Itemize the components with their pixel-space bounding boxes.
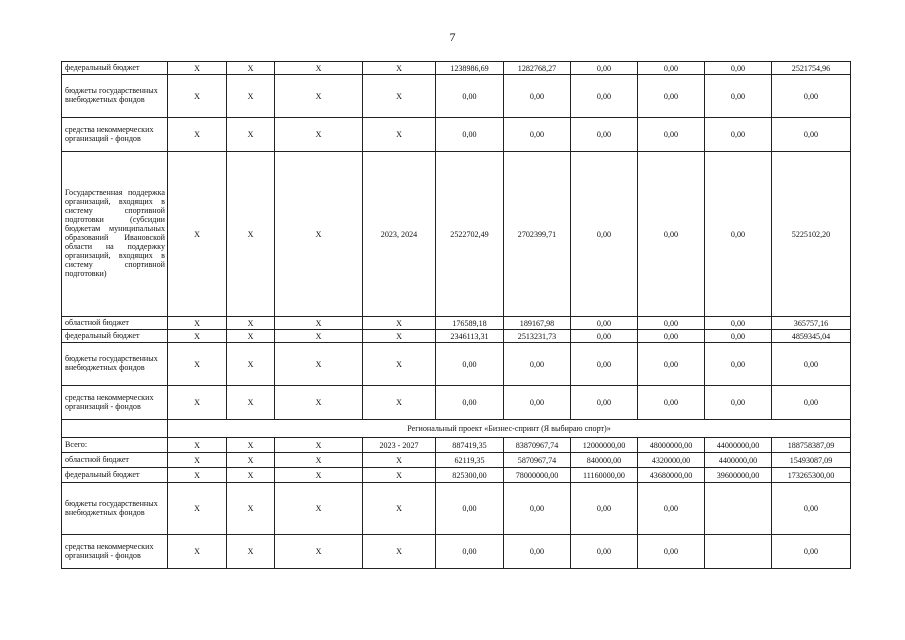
value-2026-cell: 48000000,00	[638, 438, 705, 453]
value-2023-cell: 0,00	[436, 535, 504, 569]
table-row	[62, 152, 851, 317]
value-2027-cell: 0,00	[705, 118, 772, 152]
total-cell: 15493087,09	[772, 453, 851, 468]
total-cell: 173265300,00	[772, 468, 851, 483]
value-2026-cell: 0,00	[638, 343, 705, 386]
mark-cell-3: Х	[275, 483, 363, 535]
mark-cell-2: Х	[227, 62, 275, 75]
value-2027-cell	[705, 535, 772, 569]
total-cell: 0,00	[772, 535, 851, 569]
period-cell: 2023 - 2027	[363, 438, 436, 453]
section-header-blank-cell	[62, 420, 168, 438]
mark-cell-2: Х	[227, 453, 275, 468]
value-2025-cell: 0,00	[571, 343, 638, 386]
value-2026-cell: 0,00	[638, 62, 705, 75]
table-row	[62, 330, 851, 343]
value-2023-cell: 0,00	[436, 386, 504, 420]
value-2027-cell: 0,00	[705, 343, 772, 386]
name-cell: средства некоммерческих организаций - фондов	[62, 118, 168, 152]
mark-cell-2: Х	[227, 535, 275, 569]
value-2027-cell: 0,00	[705, 62, 772, 75]
mark-cell-3: Х	[275, 453, 363, 468]
value-2024-cell: 83870967,74	[504, 438, 571, 453]
total-cell: 2521754,96	[772, 62, 851, 75]
value-2027-cell: 0,00	[705, 152, 772, 317]
value-2023-cell: 0,00	[436, 483, 504, 535]
total-cell: 188758387,09	[772, 438, 851, 453]
rows-before	[62, 62, 851, 420]
name-cell: бюджеты государственных внебюджетных фондов	[62, 343, 168, 386]
value-2026-cell: 0,00	[638, 152, 705, 317]
name-cell: бюджеты государственных внебюджетных фондов	[62, 483, 168, 535]
value-2024-cell: 0,00	[504, 483, 571, 535]
mark-cell-1: Х	[168, 535, 227, 569]
mark-cell-3: Х	[275, 343, 363, 386]
value-2024-cell: 0,00	[504, 386, 571, 420]
mark-cell-2: Х	[227, 317, 275, 330]
period-cell: Х	[363, 317, 436, 330]
period-cell: Х	[363, 343, 436, 386]
name-cell: федеральный бюджет	[62, 330, 168, 343]
value-2026-cell: 0,00	[638, 535, 705, 569]
period-cell: Х	[363, 468, 436, 483]
table-row	[62, 468, 851, 483]
value-2023-cell: 1238986,69	[436, 62, 504, 75]
value-2025-cell: 0,00	[571, 317, 638, 330]
mark-cell-1: Х	[168, 75, 227, 118]
value-2023-cell: 887419,35	[436, 438, 504, 453]
value-2023-cell: 0,00	[436, 75, 504, 118]
section-header	[62, 420, 851, 438]
table-row	[62, 118, 851, 152]
section-header-row	[62, 420, 851, 438]
value-2025-cell: 0,00	[571, 386, 638, 420]
table-row	[62, 75, 851, 118]
table-row	[62, 386, 851, 420]
value-2027-cell: 44000000,00	[705, 438, 772, 453]
mark-cell-2: Х	[227, 386, 275, 420]
mark-cell-2: Х	[227, 330, 275, 343]
mark-cell-3: Х	[275, 438, 363, 453]
mark-cell-2: Х	[227, 118, 275, 152]
total-cell: 0,00	[772, 118, 851, 152]
value-2024-cell: 0,00	[504, 535, 571, 569]
name-cell: федеральный бюджет	[62, 468, 168, 483]
value-2023-cell: 0,00	[436, 118, 504, 152]
name-cell: средства некоммерческих организаций - фондов	[62, 535, 168, 569]
name-cell: Всего:	[62, 438, 168, 453]
value-2025-cell: 0,00	[571, 483, 638, 535]
name-cell: федеральный бюджет	[62, 62, 168, 75]
total-cell: 5225102,20	[772, 152, 851, 317]
name-cell: средства некоммерческих организаций - фондов	[62, 386, 168, 420]
value-2025-cell: 11160000,00	[571, 468, 638, 483]
total-cell: 0,00	[772, 386, 851, 420]
mark-cell-1: Х	[168, 152, 227, 317]
mark-cell-3: Х	[275, 468, 363, 483]
value-2024-cell: 1282768,27	[504, 62, 571, 75]
value-2025-cell: 0,00	[571, 75, 638, 118]
value-2023-cell: 176589,18	[436, 317, 504, 330]
value-2025-cell: 0,00	[571, 330, 638, 343]
period-cell: Х	[363, 75, 436, 118]
period-cell: Х	[363, 483, 436, 535]
value-2025-cell: 0,00	[571, 118, 638, 152]
period-cell: Х	[363, 535, 436, 569]
mark-cell-1: Х	[168, 386, 227, 420]
table-row	[62, 343, 851, 386]
period-cell: Х	[363, 386, 436, 420]
mark-cell-1: Х	[168, 330, 227, 343]
mark-cell-2: Х	[227, 483, 275, 535]
regional-project-title: Региональный проект «Бизнес-спринт (Я выбираю спорт)»	[168, 420, 851, 438]
value-2026-cell: 0,00	[638, 330, 705, 343]
period-cell: 2023, 2024	[363, 152, 436, 317]
table-row	[62, 483, 851, 535]
value-2024-cell: 0,00	[504, 118, 571, 152]
value-2027-cell: 0,00	[705, 386, 772, 420]
mark-cell-1: Х	[168, 483, 227, 535]
period-cell: Х	[363, 62, 436, 75]
value-2027-cell: 39600000,00	[705, 468, 772, 483]
mark-cell-1: Х	[168, 343, 227, 386]
mark-cell-3: Х	[275, 317, 363, 330]
value-2023-cell: 62119,35	[436, 453, 504, 468]
total-cell: 365757,16	[772, 317, 851, 330]
mark-cell-2: Х	[227, 152, 275, 317]
mark-cell-3: Х	[275, 386, 363, 420]
table-row	[62, 438, 851, 453]
value-2025-cell: 0,00	[571, 535, 638, 569]
value-2024-cell: 189167,98	[504, 317, 571, 330]
table-row	[62, 535, 851, 569]
mark-cell-1: Х	[168, 118, 227, 152]
mark-cell-1: Х	[168, 62, 227, 75]
mark-cell-1: Х	[168, 453, 227, 468]
period-cell: Х	[363, 453, 436, 468]
mark-cell-1: Х	[168, 317, 227, 330]
value-2026-cell: 0,00	[638, 317, 705, 330]
table-row	[62, 453, 851, 468]
mark-cell-3: Х	[275, 330, 363, 343]
mark-cell-3: Х	[275, 118, 363, 152]
value-2027-cell: 0,00	[705, 317, 772, 330]
value-2026-cell: 4320000,00	[638, 453, 705, 468]
value-2024-cell: 2513231,73	[504, 330, 571, 343]
value-2025-cell: 840000,00	[571, 453, 638, 468]
value-2026-cell: 43680000,00	[638, 468, 705, 483]
mark-cell-2: Х	[227, 438, 275, 453]
value-2025-cell: 12000000,00	[571, 438, 638, 453]
budget-table	[61, 61, 851, 569]
value-2024-cell: 0,00	[504, 343, 571, 386]
rows-after	[62, 438, 851, 569]
total-cell: 4859345,04	[772, 330, 851, 343]
value-2024-cell: 0,00	[504, 75, 571, 118]
mark-cell-2: Х	[227, 343, 275, 386]
value-2026-cell: 0,00	[638, 118, 705, 152]
table-row	[62, 62, 851, 75]
value-2027-cell	[705, 483, 772, 535]
period-cell: Х	[363, 118, 436, 152]
value-2026-cell: 0,00	[638, 75, 705, 118]
name-cell: бюджеты государственных внебюджетных фондов	[62, 75, 168, 118]
mark-cell-1: Х	[168, 468, 227, 483]
value-2027-cell: 0,00	[705, 75, 772, 118]
total-cell: 0,00	[772, 343, 851, 386]
value-2025-cell: 0,00	[571, 62, 638, 75]
value-2027-cell: 0,00	[705, 330, 772, 343]
value-2024-cell: 5870967,74	[504, 453, 571, 468]
name-cell: Государственная поддержка организаций, входящих в систему спортивной подготовки (субсидии бюджетам муниципальных образований Ивановской области на поддержку организаций, входящих в систему спортивной подготовки)	[62, 152, 168, 317]
period-cell: Х	[363, 330, 436, 343]
value-2026-cell: 0,00	[638, 483, 705, 535]
total-cell: 0,00	[772, 75, 851, 118]
value-2023-cell: 2346113,31	[436, 330, 504, 343]
value-2026-cell: 0,00	[638, 386, 705, 420]
value-2023-cell: 825300,00	[436, 468, 504, 483]
value-2027-cell: 4400000,00	[705, 453, 772, 468]
mark-cell-3: Х	[275, 535, 363, 569]
name-cell: областной бюджет	[62, 453, 168, 468]
table-row	[62, 317, 851, 330]
mark-cell-3: Х	[275, 62, 363, 75]
mark-cell-3: Х	[275, 75, 363, 118]
total-cell: 0,00	[772, 483, 851, 535]
page-number: 7	[449, 30, 456, 44]
value-2024-cell: 78000000,00	[504, 468, 571, 483]
value-2023-cell: 2522702,49	[436, 152, 504, 317]
name-cell: областной бюджет	[62, 317, 168, 330]
mark-cell-2: Х	[227, 468, 275, 483]
value-2025-cell: 0,00	[571, 152, 638, 317]
mark-cell-1: Х	[168, 438, 227, 453]
mark-cell-3: Х	[275, 152, 363, 317]
mark-cell-2: Х	[227, 75, 275, 118]
value-2023-cell: 0,00	[436, 343, 504, 386]
value-2024-cell: 2702399,71	[504, 152, 571, 317]
